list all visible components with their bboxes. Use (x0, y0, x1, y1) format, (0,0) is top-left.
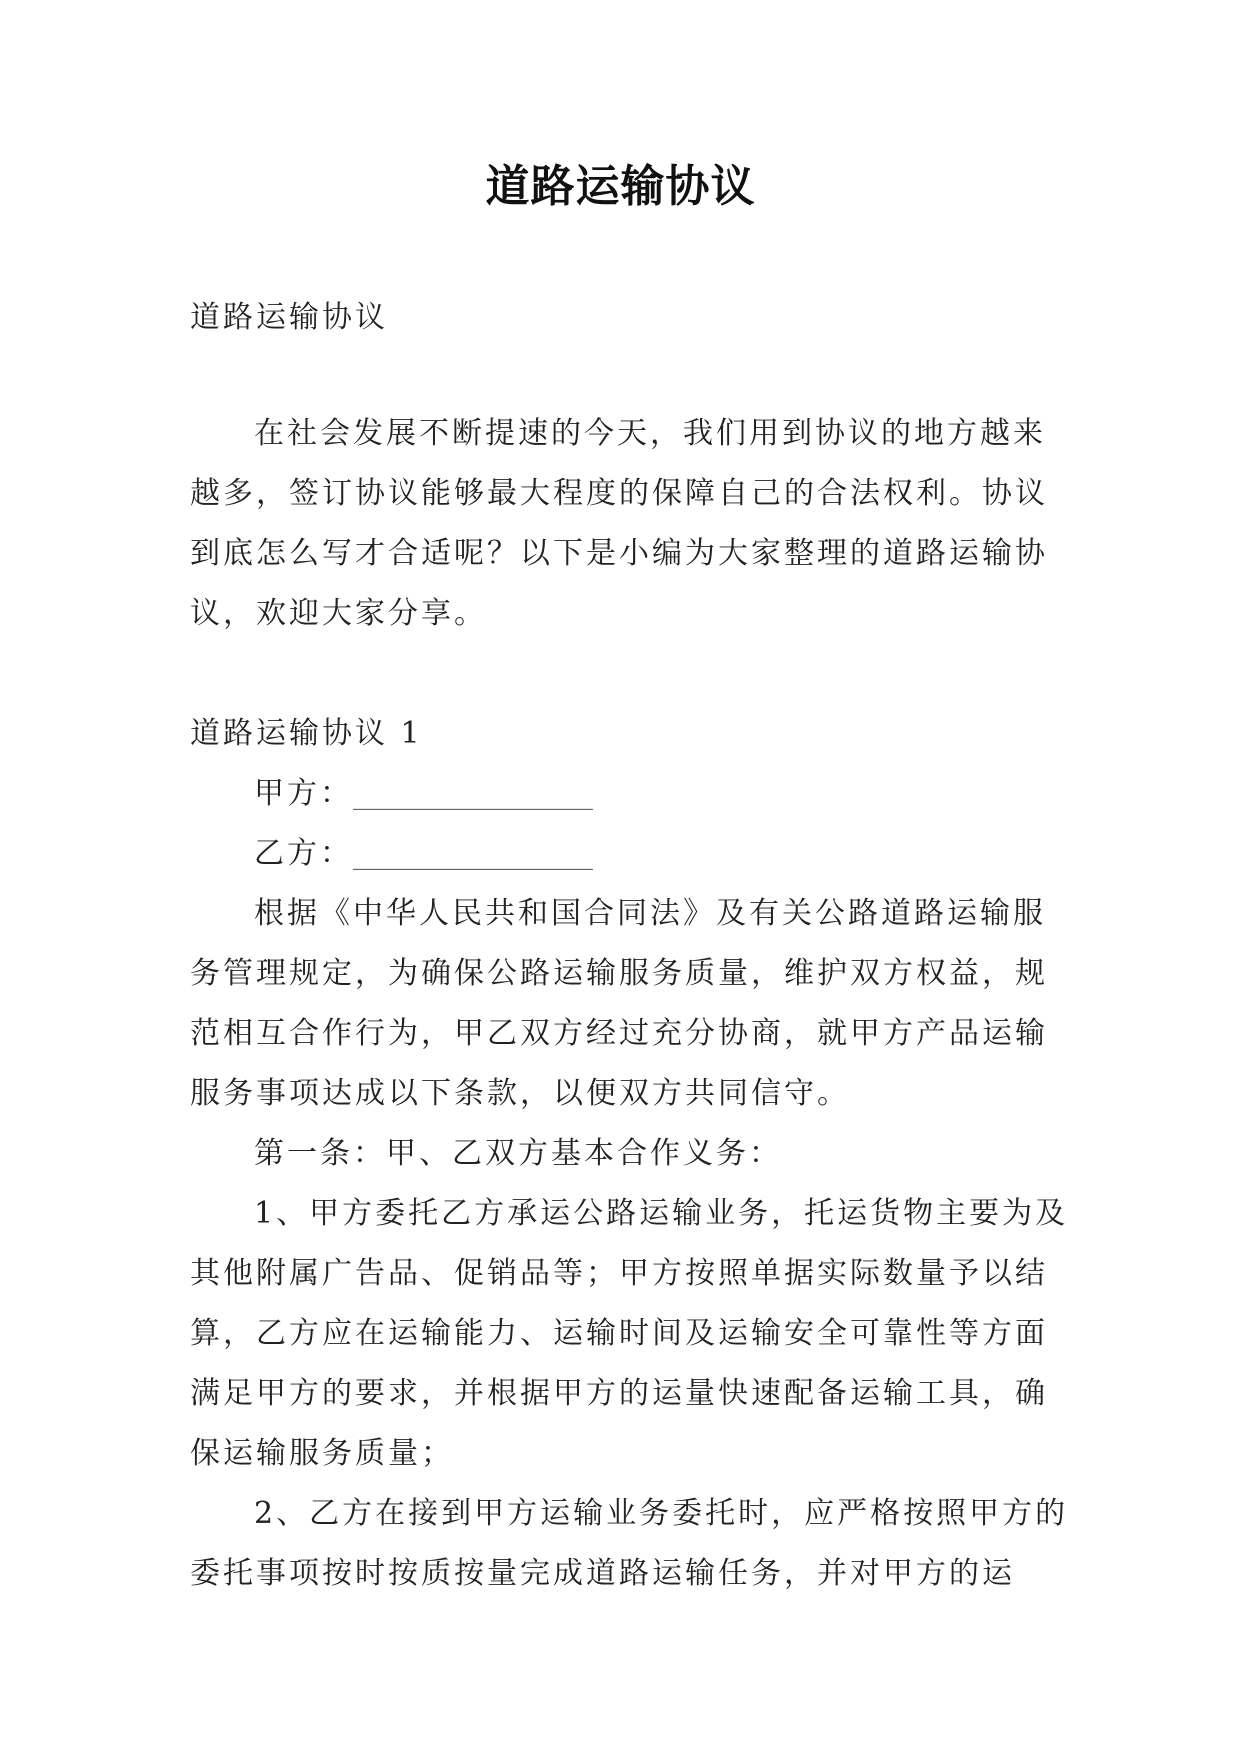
section-heading: 道路运输协议 1 (190, 716, 423, 751)
document-subtitle: 道路运输协议 (190, 300, 388, 335)
spacer (190, 644, 1070, 704)
intro-paragraph: 在社会发展不断提速的今天，我们用到协议的地方越来越多，签订协议能够最大程度的保障自己的合法权利。协议到底怎么写才合适呢？以下是小编为大家整理的道路运输协议，欢迎大家分享。 (190, 416, 1048, 631)
party-a-line (190, 764, 1070, 824)
party-a-blank: ________________ (353, 776, 593, 811)
document-title: 道路运输协议 (485, 161, 756, 212)
party-b-label: 乙方： (254, 836, 353, 871)
document-body (190, 288, 1070, 1604)
party-b-line (190, 824, 1070, 884)
spacer (190, 348, 1070, 404)
party-b-blank: ________________ (353, 836, 593, 871)
party-a-label: 甲方： (254, 776, 353, 811)
article-heading: 第一条：甲、乙双方基本合作义务： (254, 1136, 782, 1171)
body-paragraph: 2、乙方在接到甲方运输业务委托时，应严格按照甲方的委托事项按时按质按量完成道路运输任务，并对甲方的运 (190, 1496, 1069, 1591)
body-paragraph: 根据《中华人民共和国合同法》及有关公路道路运输服务管理规定，为确保公路运输服务质量，维护双方权益，规范相互合作行为，甲乙双方经过充分协商，就甲方产品运输服务事项达成以下条款，以便双方共同信守。 (190, 896, 1048, 1111)
body-paragraph: 1、甲方委托乙方承运公路运输业务，托运货物主要为及其他附属广告品、促销品等；甲方按照单据实际数量予以结算，乙方应在运输能力、运输时间及运输安全可靠性等方面满足甲方的要求，并根据甲方的运量快速配备运输工具，确保运输服务质量； (190, 1196, 1069, 1471)
